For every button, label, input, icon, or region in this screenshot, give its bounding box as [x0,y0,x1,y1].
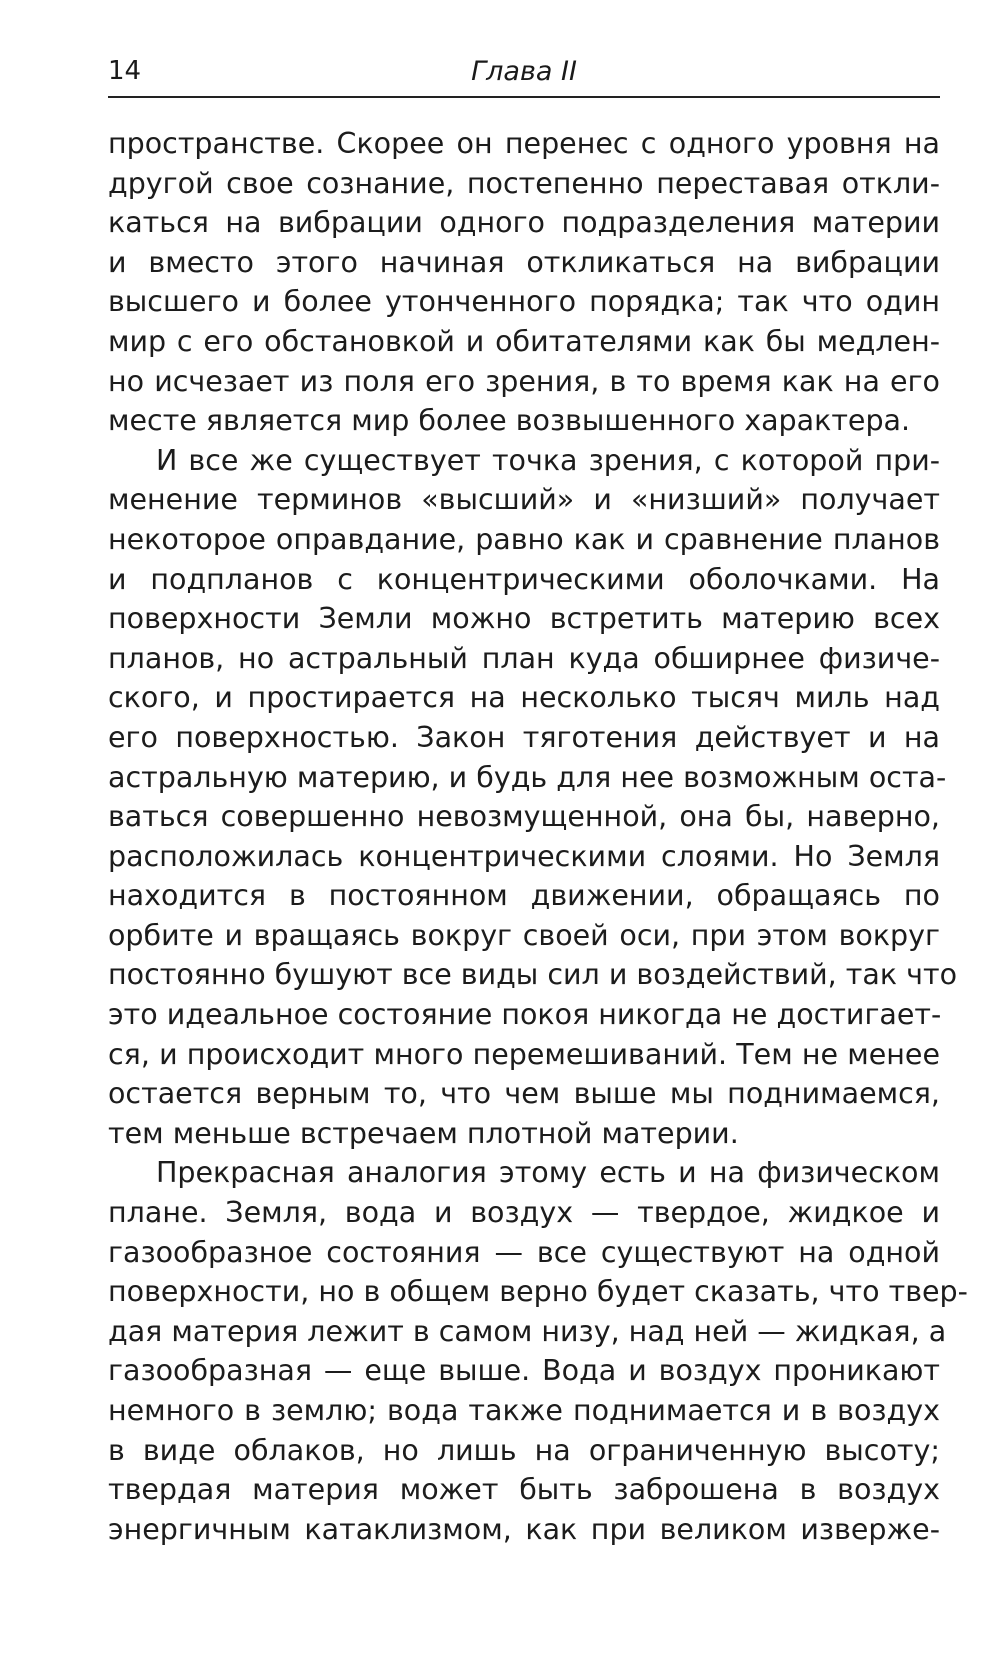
text-line: немного в землю; вода также поднимается и в воздух [108,1394,940,1427]
paragraph-1 [108,124,940,441]
text-line: месте является мир более возвышенного характера. [108,404,911,438]
text-line: поверхности, но в общем верно будет сказать, что твер- [108,1275,968,1309]
text-line: каться на вибрации одного подразделения материи [108,206,940,240]
text-line: пространстве. Скорее он перенес с одного уровня на [108,127,940,160]
text-line: газообразное состояния — все существуют на одной [108,1235,940,1269]
text-line: его поверхностью. Закон тяготения действует и на [108,720,940,754]
text-line: это идеальное состояние покоя никогда не достигает- [108,998,942,1032]
text-line: И все же существует точка зрения, с которой при- [156,443,940,477]
text-line: высшего и более утонченного порядка; так что один [108,285,940,319]
text-line: ваться совершенно невозмущенной, она бы, наверно, [108,800,940,834]
text-line: остается верным то, что чем выше мы поднимаемся, [108,1077,940,1111]
running-head: Глава II [471,56,577,87]
body-text [108,124,968,1549]
text-line: энергичным катаклизмом, как при великом изверже- [108,1512,940,1546]
text-line: астральную материю, и будь для нее возможным оста- [108,760,947,794]
text-line: другой свое сознание, постепенно переставая откли- [108,166,940,200]
text-line: дая материя лежит в самом низу, над ней — жидкая, а [108,1314,947,1348]
header-rule [108,96,940,98]
text-line: расположилась концентрическими слоями. Но Земля [108,839,940,873]
text-line: планов, но астральный план куда обширнее физиче- [108,641,940,675]
text-line: орбите и вращаясь вокруг своей оси, при этом вокруг [108,918,940,952]
paragraph-2 [108,441,958,1154]
text-line: постоянно бушуют все виды сил и воздействий, так что [108,958,958,992]
text-line: мир с его обстановкой и обитателями как бы медлен- [108,324,940,358]
text-line: поверхности Земли можно встретить материю всех [108,602,940,636]
text-line: плане. Земля, вода и воздух — твердое, жидкое и [108,1196,940,1230]
text-line: твердая материя может быть заброшена в воздух [108,1473,940,1507]
text-line: и подпланов с концентрическими оболочками. На [108,562,940,596]
text-line: но исчезает из поля его зрения, в то время как на его [108,364,940,398]
text-line: ского, и простирается на несколько тысяч миль над [108,681,940,715]
page-number: 14 [108,56,142,86]
page-header [108,52,940,94]
text-line: менение терминов «высший» и «низший» получает [108,483,940,517]
text-line: некоторое оправдание, равно как и сравнение планов [108,522,940,556]
text-line: в виде облаков, но лишь на ограниченную высоту; [108,1433,940,1467]
text-line: и вместо этого начиная откликаться на вибрации [108,245,940,279]
text-line: ся, и происходит много перемешиваний. Тем не менее [108,1037,940,1071]
paragraph-3 [108,1153,968,1549]
text-line: газообразная — еще выше. Вода и воздух проникают [108,1354,940,1388]
text-line: Прекрасная аналогия этому есть и на физическом [156,1156,940,1190]
text-line: тем меньше встречаем плотной материи. [108,1116,739,1150]
text-line: находится в постоянном движении, обращаясь по [108,879,940,913]
